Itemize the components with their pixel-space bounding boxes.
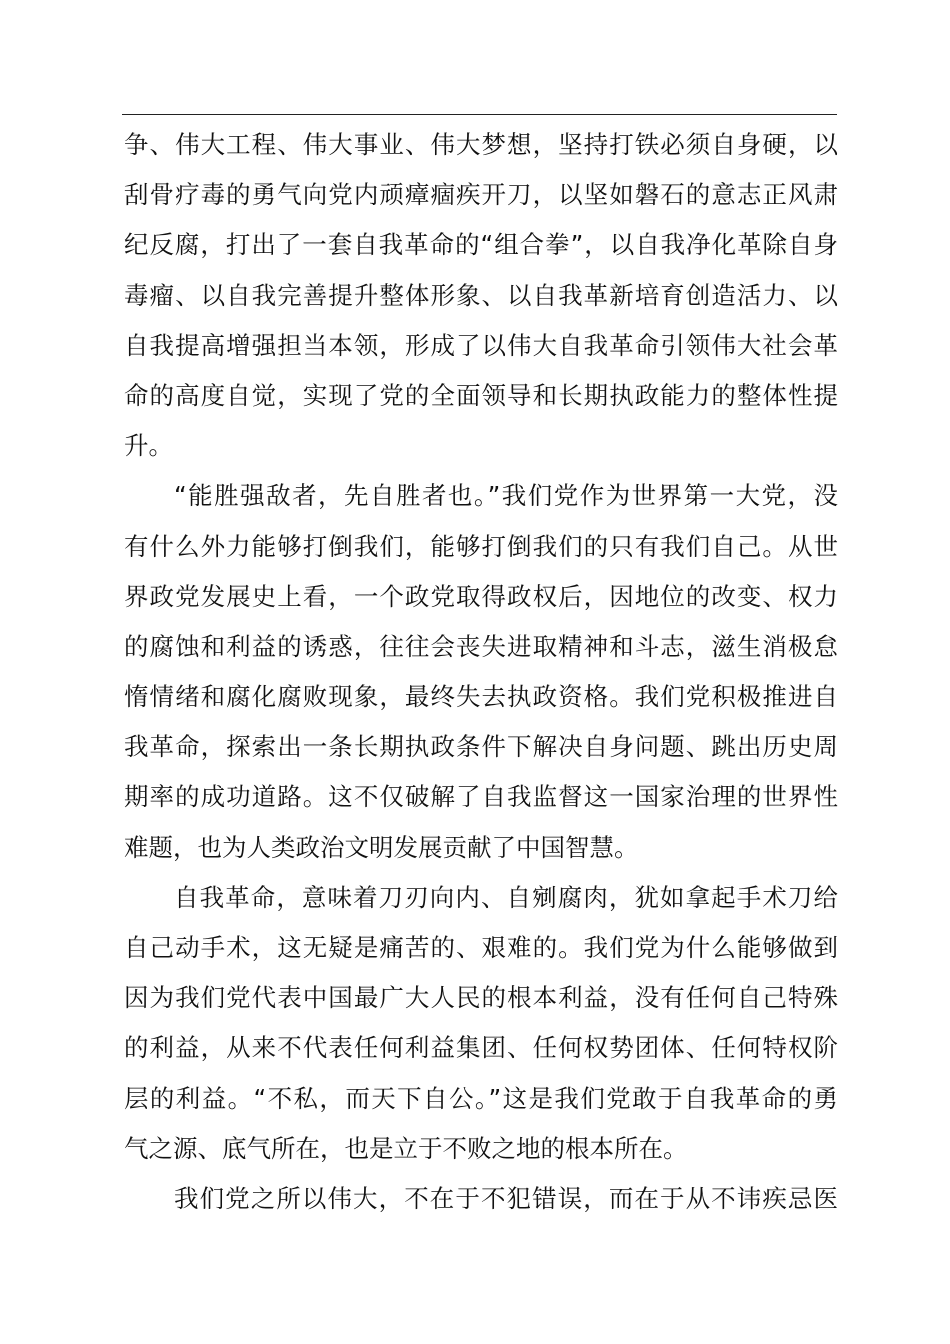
text-line: 我革命，探索出一条长期执政条件下解决自身问题、跳出历史周 xyxy=(124,732,838,762)
text-line: 的利益，从来不代表任何利益集团、任何权势团体、任何特权阶 xyxy=(124,1033,838,1063)
text-line: 自我提高增强担当本领，形成了以伟大自我革命引领伟大社会革 xyxy=(124,330,838,360)
paragraph-first-line: 自我革命，意味着刀刃向内、自剜腐肉，犹如拿起手术刀给 xyxy=(174,882,838,912)
text-line: 惰情绪和腐化腐败现象，最终失去执政资格。我们党积极推进自 xyxy=(124,682,838,712)
text-line: 界政党发展史上看，一个政党取得政权后，因地位的改变、权力 xyxy=(124,581,838,611)
header-rule xyxy=(122,114,837,115)
text-line: 纪反腐，打出了一套自我革命的“组合拳”，以自我净化革除自身 xyxy=(124,230,838,260)
text-line: 有什么外力能够打倒我们，能够打倒我们的只有我们自己。从世 xyxy=(124,531,838,561)
paragraph-first-line: “能胜强敌者，先自胜者也。”我们党作为世界第一大党，没 xyxy=(174,481,838,511)
text-line: 难题，也为人类政治文明发展贡献了中国智慧。 xyxy=(124,832,639,862)
text-line: 毒瘤、以自我完善提升整体形象、以自我革新培育创造活力、以 xyxy=(124,280,838,310)
body-text xyxy=(124,120,838,1224)
text-line: 气之源、底气所在，也是立于不败之地的根本所在。 xyxy=(124,1133,688,1163)
text-line: 争、伟大工程、伟大事业、伟大梦想，坚持打铁必须自身硬，以 xyxy=(124,130,838,159)
text-line: 层的利益。“不私，而天下自公。”这是我们党敢于自我革命的勇 xyxy=(124,1083,838,1113)
text-line: 期率的成功道路。这不仅破解了自我监督这一国家治理的世界性 xyxy=(124,782,838,812)
text-line: 命的高度自觉，实现了党的全面领导和长期执政能力的整体性提 xyxy=(124,380,838,410)
text-line: 刮骨疗毒的勇气向党内顽瘴痼疾开刀，以坚如磐石的意志正风肃 xyxy=(124,180,838,210)
text-line: 升。 xyxy=(124,431,173,461)
paragraph-first-line: 我们党之所以伟大，不在于不犯错误，而在于从不讳疾忌医 xyxy=(174,1183,838,1213)
text-line: 自己动手术，这无疑是痛苦的、艰难的。我们党为什么能够做到 xyxy=(124,933,838,962)
text-line: 因为我们党代表中国最广大人民的根本利益，没有任何自己特殊 xyxy=(124,983,838,1013)
text-line: 的腐蚀和利益的诱惑，往往会丧失进取精神和斗志，滋生消极怠 xyxy=(124,631,838,661)
